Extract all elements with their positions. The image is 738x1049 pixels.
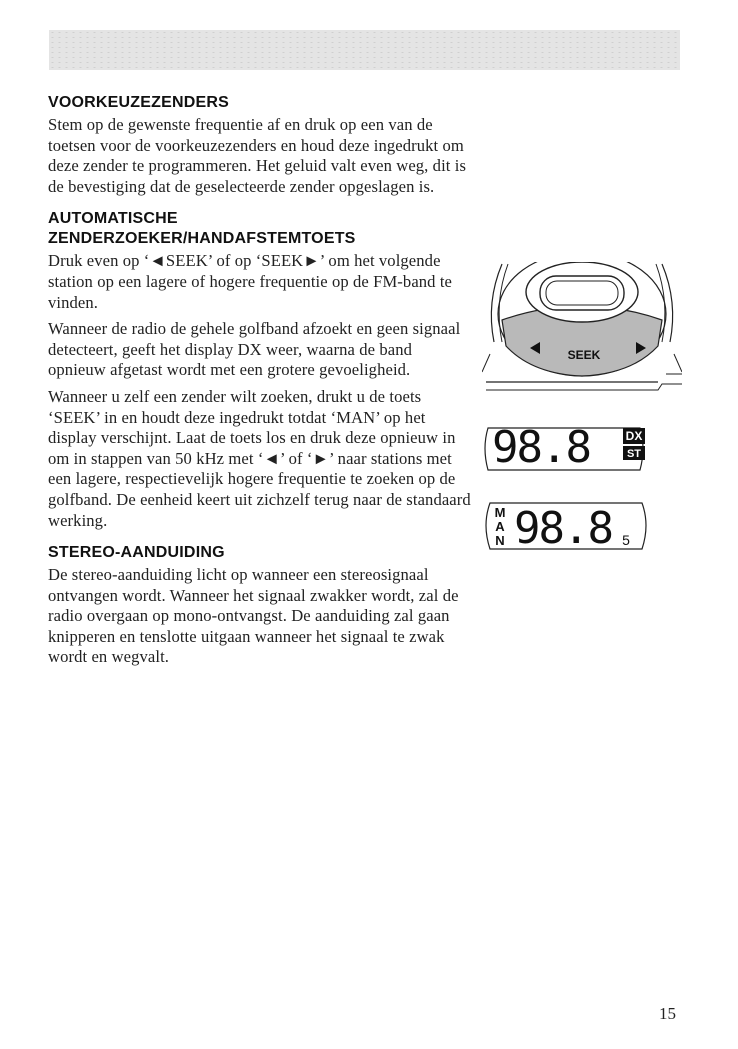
man-letter: A: [495, 519, 505, 534]
display-dx: [482, 418, 654, 480]
paragraph: Wanneer u zelf een zender wilt zoeken, drukt u de toets ‘SEEK’ in en houdt deze ingedrukt totdat ‘MAN’ op het display verschijnt. Laat de toets los en druk deze opnieuw in om in stappen van 50 kHz met ‘◄’ of ‘►’ naar stations met een lagere, respectievelijk hogere frequentie te zoeken op de golfband. De eenheid keert uit zichzelf terug naar de standaard werking.: [48, 386, 471, 530]
section-heading: STEREO-AANDUIDING: [48, 544, 225, 562]
paragraph: De stereo-aanduiding licht op wanneer een stereosignaal ontvangen wordt. Wanneer het signaal zwakker wordt, zal de radio overgaan op mono-ontvangst. De aanduiding zal gaan knipperen en tenslotte uitgaan wanneer het signaal te zwak wordt en wegvalt.: [48, 565, 459, 667]
page-number: 15: [659, 1004, 676, 1023]
section-heading: VOORKEUZEZENDERS: [48, 94, 229, 111]
man-letter: N: [495, 533, 505, 548]
paragraph: Stem op de gewenste frequentie af en druk op een van de toetsen voor de voorkeuzezenders en houd deze ingedrukt om deze zender te programmeren. Het geluid valt even weg, dit is de bevestiging dat de geselecteerde zender opgeslagen is.: [48, 115, 467, 196]
heading-line-1: AUTOMATISCHE: [48, 210, 178, 228]
heading-line-2: ZENDERZOEKER/HANDAFSTEMTOETS: [48, 230, 356, 248]
frequency-digits: 98.8: [514, 503, 612, 554]
digit-suffix: 5: [622, 532, 630, 548]
text-column: [48, 93, 473, 680]
paragraph: Druk even op ‘◄SEEK’ of op ‘SEEK►’ om het volgende station op een lagere of hogere frequentie op de FM-band te vinden.: [48, 251, 453, 312]
section-stereo-indicator: [48, 543, 473, 668]
man-letter: M: [494, 505, 506, 520]
display-man: [482, 495, 654, 557]
header-bar: [49, 30, 680, 70]
st-label: ST: [626, 448, 642, 460]
section-seek-tuning: [48, 209, 473, 531]
section-heading: [48, 209, 473, 249]
paragraph: Wanneer de radio de gehele golfband afzoekt en geen signaal detecteert, geeft het display DX weer, waarna de band opnieuw afgetast wordt met een grotere gevoeligheid.: [48, 319, 461, 380]
seek-button-illustration: [482, 262, 682, 410]
section-preset-stations: [48, 93, 473, 197]
seek-label: SEEK: [567, 348, 601, 362]
dx-label: DX: [625, 429, 643, 443]
frequency-digits: 98.8: [492, 422, 590, 473]
